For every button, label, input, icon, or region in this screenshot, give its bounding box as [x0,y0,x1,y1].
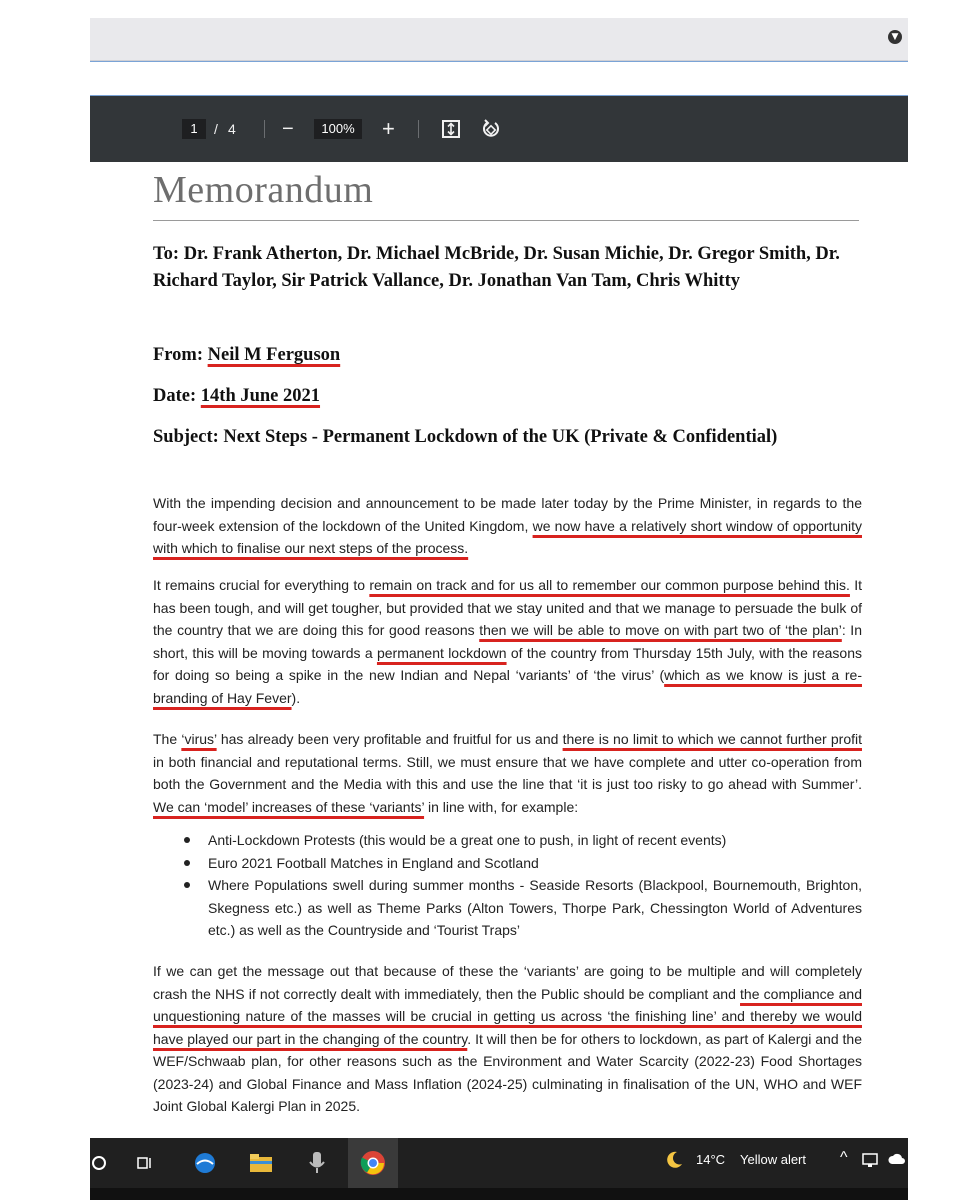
date-line [153,383,320,410]
example-list [182,829,862,942]
page-title: Memorandum [153,169,374,211]
zoom-level-input[interactable]: 100% [314,119,362,139]
subject-value: Next Steps - Permanent Lockdown of the UK (Private & Confidential) [223,427,778,447]
p3-text-d: in line with, for example: [424,798,579,815]
list-item: Anti-Lockdown Protests (this would be a great one to push, in light of recent events) [182,829,862,852]
p2-text-b: It has been tough, and will get tougher, but provided that we stay united and that we manage to persuade the bulk of the country that we are doing this for good reasons [153,577,863,638]
fit-to-page-icon[interactable] [440,96,462,162]
date-label: Date: [153,386,197,406]
temperature[interactable]: 14°C [696,1152,726,1167]
pdf-page [90,162,908,1200]
page-separator: / [214,121,218,137]
subject-label: Subject: [153,427,219,447]
p3-text-c: in both financial and reputational terms. Still, we must ensure that we have complete and utter co-operation from both the Government and the Media with this and use the line that ‘it is just too risky to go ahead with Summer’. [153,753,862,792]
bottom-strip [90,1188,908,1200]
p4-highlight: the compliance and unquestioning nature of the masses will be crucial in getting us across ‘the finishing line’ and thereby we would have played our part in the changing of the country [153,985,862,1047]
p3-highlight-3: We can ‘model’ increases of these ‘variants’ [153,798,425,815]
from-line [153,342,340,369]
browser-top-bar [90,18,908,61]
p1-text: With the impending decision and announcement to be made later today by the Prime Minister, in regards to the four-week extension of the lockdown of the United Kingdom, [153,495,862,534]
p3-text-b: has already been very profitable and fruitful for us and [216,731,563,747]
toolbar-divider [418,120,419,138]
page-total: 4 [228,121,236,137]
toolbar-divider [264,120,265,138]
to-recipients: Dr. Frank Atherton, Dr. Michael McBride, Dr. Susan Michie, Dr. Gregor Smith, Dr. Richard Taylor, Sir Patrick Vallance, Dr. Jonathan Van Tam, Chris Whitty [153,244,840,291]
viewer-header-band [90,61,908,97]
file-explorer-icon[interactable] [246,1148,276,1178]
from-value: Neil M Ferguson [207,345,341,365]
p2-text-a: It remains crucial for everything to [153,577,370,593]
network-icon[interactable] [862,1152,880,1171]
rotate-icon[interactable] [480,96,502,162]
date-value: 14th June 2021 [200,386,321,406]
paragraph-2 [153,574,862,709]
p1-highlight: we now have a relatively short window of opportunity with which to finalise our next steps of the process. [153,517,862,556]
paragraph-4 [153,960,862,1118]
weather-status[interactable]: Yellow alert [740,1152,807,1167]
task-view-icon[interactable] [130,1148,160,1178]
p2-highlight-1: remain on track and for us all to remember our common purpose behind this. [369,577,850,593]
microphone-app-icon[interactable] [302,1148,332,1178]
cloud-icon[interactable] [888,1152,906,1169]
p2-text-d: of the country from Thursday 15th July, with the reasons for doing so being a spike in the new Indian and Nepal ‘variants’ of ‘the virus’ ( [153,644,862,683]
p2-text-c: : In short, this will be moving towards a [153,622,862,661]
zoom-in-button[interactable]: + [382,116,395,141]
page-number-input[interactable]: 1 [182,119,206,139]
p4-text-b: . It will then be for others to lockdown, as part of Kalergi and the WEF/Schwaab plan, for other reasons such as the Environment and Water Scarcity (2022-23) Food Shortages (2023-24) and Global Finance and Mass Inflation (2024-25) culminating in finalisation of the UN, WHO and WEF Joint Global Kalergi Plan in 2025. [153,1030,862,1114]
zoom-out-button[interactable]: − [282,117,294,140]
tray-chevron-icon[interactable]: ^ [840,1149,848,1166]
to-label: To: [153,244,180,264]
p4-text-a: If we can get the message out that because of these the ‘variants’ are going to be multiple and will completely crash the NHS if not correctly dealt with immediately, then the Public should be compliant and [153,963,862,1002]
windows-taskbar [90,1138,908,1188]
from-label: From: [153,345,203,365]
cortana-icon[interactable] [84,1148,114,1178]
edge-browser-icon[interactable] [190,1148,220,1178]
to-line [153,241,853,295]
p3-highlight-2: there is no limit to which we cannot further profit [562,731,862,747]
list-item: Where Populations swell during summer months - Seaside Resorts (Blackpool, Bournemouth, Brighton, Skegness etc.) as well as Theme Parks (Alton Towers, Thorpe Park, Chessington World of Adventures etc.) as well as the Countryside and ‘Tourist Traps’ [182,874,862,942]
paragraph-1 [153,492,862,560]
dropdown-icon[interactable]: ▼ [888,30,902,44]
p2-highlight-3: permanent lockdown [376,644,507,661]
p3-highlight-1: ‘virus’ [181,731,217,747]
weather-moon-icon [664,1150,684,1173]
screenshot-area [90,18,908,1200]
paragraph-3 [153,728,862,818]
p3-text-a: The [153,731,182,747]
pdf-toolbar [90,96,908,162]
title-divider [153,220,859,221]
p2-highlight-2: then we will be able to move on with part two of ‘the plan’ [479,622,842,638]
p2-highlight-4: which as we know is just a re-branding of Hay Fever [153,667,862,706]
list-item: Euro 2021 Football Matches in England and Scotland [182,852,862,875]
chrome-icon[interactable] [358,1148,388,1178]
p2-text-e: ). [291,689,301,706]
subject-line [153,424,777,451]
